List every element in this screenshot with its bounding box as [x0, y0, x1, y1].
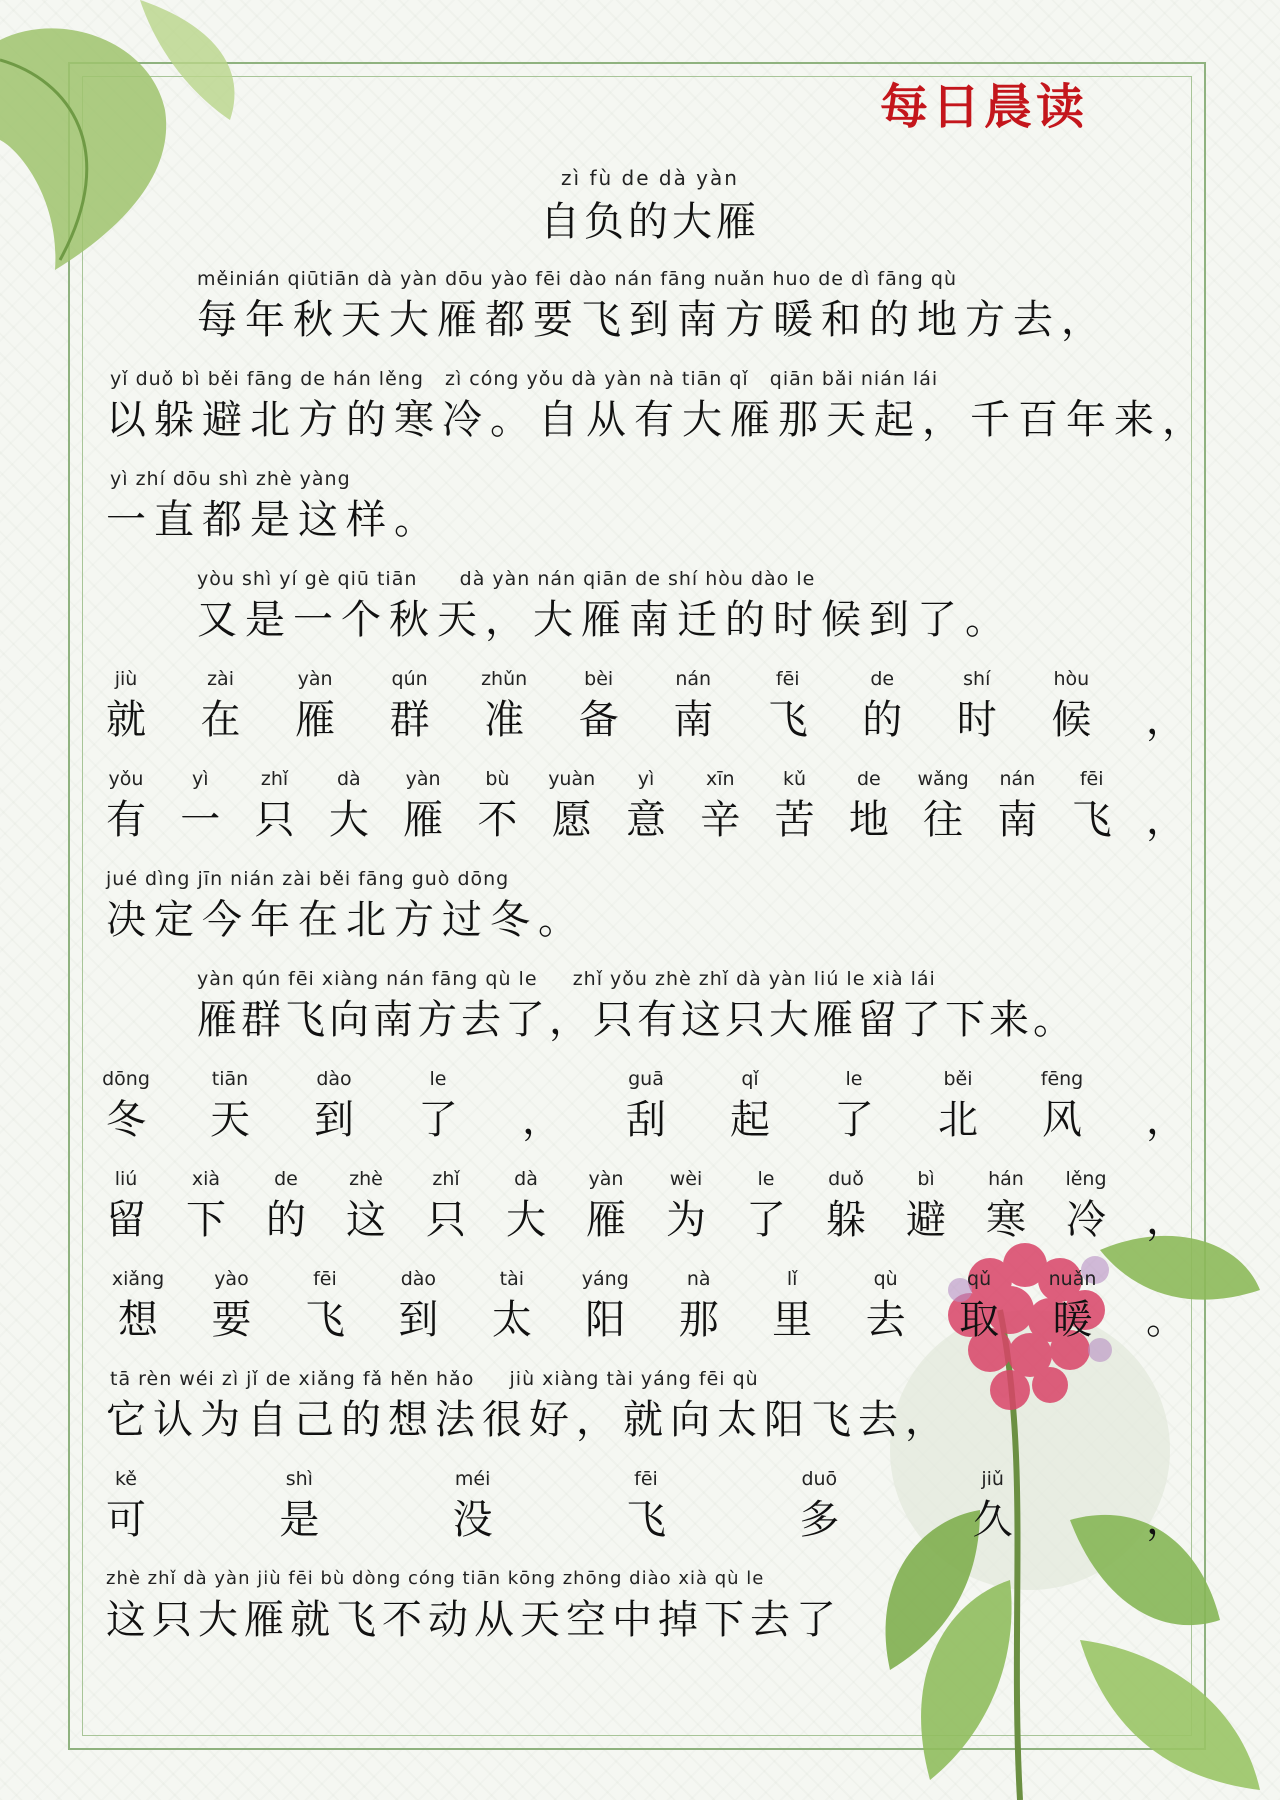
- line-text: [96, 788, 1196, 845]
- hanzi-char: 雁: [403, 797, 444, 843]
- hanzi-char: 想: [118, 1297, 158, 1343]
- hanzi-char: 久: [972, 1497, 1013, 1543]
- hanzi-char: 暖: [1052, 1297, 1093, 1343]
- hanzi-char: 准: [484, 697, 525, 743]
- pinyin-syllable: zhǐ: [432, 1168, 460, 1190]
- pinyin-syllable: jiǔ: [981, 1468, 1004, 1490]
- pinyin-syllable: dào: [400, 1268, 437, 1290]
- pinyin-syllable: wǎng: [917, 768, 969, 790]
- pinyin-syllable: yǒu: [108, 768, 144, 790]
- line-text: 一直都是这样。: [106, 497, 442, 543]
- line-text: [96, 1488, 1196, 1545]
- hanzi-char: 意: [625, 797, 666, 843]
- pinyin-syllable: fēi: [775, 668, 800, 690]
- pinyin-syllable: shí: [963, 668, 991, 690]
- line-text: 这只大雁就飞不动从天空中掉下去了: [106, 1597, 842, 1643]
- line-text: [96, 1188, 1196, 1245]
- line-pinyin: [108, 1268, 1196, 1290]
- hanzi-char: 备: [578, 697, 619, 743]
- hanzi-char: 冬: [106, 1097, 146, 1143]
- hanzi-char: 飞: [767, 697, 808, 743]
- hanzi-char: 下: [186, 1197, 226, 1243]
- pinyin-syllable: le: [429, 1068, 447, 1090]
- pinyin-syllable: duō: [801, 1468, 838, 1490]
- pinyin-syllable: zhǔn: [481, 668, 528, 690]
- line-text: 雁群飞向南方去了，只有这只大雁留了下来。: [197, 997, 1077, 1043]
- pinyin-syllable: yuàn: [548, 768, 596, 790]
- line-pinyin: [96, 1068, 1196, 1090]
- pinyin-syllable: nán: [999, 768, 1036, 790]
- pinyin-syllable: de: [274, 1168, 298, 1190]
- line-pinyin: [96, 768, 1196, 790]
- pinyin-syllable: yào: [214, 1268, 249, 1290]
- hanzi-char: 就: [106, 697, 146, 743]
- hanzi-char: 时: [956, 697, 997, 743]
- hanzi-char: ，: [1145, 797, 1186, 843]
- hanzi-char: 大: [328, 797, 369, 843]
- pinyin-syllable: fēi: [634, 1468, 658, 1490]
- pinyin-syllable: tài: [499, 1268, 524, 1290]
- hanzi-char: 阳: [585, 1297, 626, 1343]
- pinyin-syllable: yáng: [581, 1268, 629, 1290]
- hanzi-char: 北: [938, 1097, 978, 1143]
- pinyin-syllable: yì: [637, 768, 655, 790]
- hanzi-char: 这: [346, 1197, 386, 1243]
- hanzi-char: 刮: [626, 1097, 666, 1143]
- pinyin-syllable: yàn: [405, 768, 441, 790]
- page-title: 自负的大雁: [540, 199, 760, 245]
- pinyin-syllable: zài: [207, 668, 234, 690]
- hanzi-char: 只: [254, 797, 295, 843]
- hanzi-char: 寒: [986, 1197, 1026, 1243]
- pinyin-syllable: xià: [191, 1168, 221, 1190]
- pinyin-syllable: [1136, 1268, 1196, 1290]
- hanzi-char: 没: [452, 1497, 493, 1543]
- line-text: 每年秋天大雁都要飞到南方暖和的地方去，: [197, 297, 1109, 343]
- pinyin-syllable: [1136, 1168, 1196, 1190]
- line-pinyin: yòu shì yí gè qiū tiān dà yàn nán qiān de shí hòu dào le: [197, 568, 816, 590]
- pinyin-syllable: bèi: [584, 668, 614, 690]
- hanzi-char: ，: [522, 1097, 562, 1143]
- line-pinyin: jué dìng jīn nián zài běi fāng guò dōng: [106, 868, 510, 890]
- hanzi-char: 雁: [586, 1197, 626, 1243]
- leaf-decoration-top-left: [0, 0, 260, 300]
- hanzi-char: 群: [389, 697, 430, 743]
- pinyin-syllable: nán: [675, 668, 712, 690]
- pinyin-syllable: kǔ: [783, 768, 807, 790]
- hanzi-char: 躲: [826, 1197, 866, 1243]
- line-pinyin: yàn qún fēi xiàng nán fāng qù le zhǐ yǒu zhè zhǐ dà yàn liú le xià lái: [197, 968, 936, 990]
- pinyin-syllable: duǒ: [828, 1168, 864, 1190]
- pinyin-syllable: liú: [114, 1168, 138, 1190]
- pinyin-syllable: hán: [988, 1168, 1024, 1190]
- pinyin-syllable: [1136, 1068, 1196, 1090]
- pinyin-syllable: dào: [316, 1068, 352, 1090]
- hanzi-char: 是: [279, 1497, 320, 1543]
- hanzi-char: 留: [106, 1197, 146, 1243]
- hanzi-char: 地: [848, 797, 889, 843]
- line-text: 决定今年在北方过冬。: [106, 897, 586, 943]
- pinyin-syllable: jiù: [114, 668, 138, 690]
- hanzi-char: 可: [106, 1497, 146, 1543]
- hanzi-char: 里: [772, 1297, 813, 1343]
- hanzi-char: 飞: [304, 1297, 345, 1343]
- pinyin-syllable: kě: [114, 1468, 137, 1490]
- line-text: 它认为自己的想法很好，就向太阳飞去，: [106, 1397, 952, 1443]
- pinyin-syllable: yì: [192, 768, 209, 790]
- hanzi-char: 太: [491, 1297, 532, 1343]
- hanzi-char: 雁: [295, 697, 336, 743]
- hanzi-char: 了: [834, 1097, 874, 1143]
- hanzi-char: 到: [398, 1297, 439, 1343]
- pinyin-syllable: zhǐ: [260, 768, 289, 790]
- line-pinyin: tā rèn wéi zì jǐ de xiǎng fǎ hěn hǎo jiù xiàng tài yáng fēi qù: [110, 1368, 759, 1390]
- line-text: 又是一个秋天，大雁南迁的时候到了。: [197, 597, 1013, 643]
- pinyin-syllable: yàn: [588, 1168, 624, 1190]
- pinyin-syllable: qǐ: [741, 1068, 759, 1090]
- hanzi-char: ，: [1146, 1197, 1186, 1243]
- hanzi-char: 在: [200, 697, 241, 743]
- hanzi-char: 往: [923, 797, 964, 843]
- line-text: [96, 688, 1196, 745]
- hanzi-char: 到: [314, 1097, 354, 1143]
- line-pinyin: [96, 668, 1196, 690]
- hanzi-char: 多: [799, 1497, 840, 1543]
- hanzi-char: 南: [673, 697, 714, 743]
- hanzi-char: 有: [106, 797, 146, 843]
- hanzi-char: 。: [1145, 1297, 1186, 1343]
- pinyin-syllable: bù: [485, 768, 510, 790]
- pinyin-syllable: le: [845, 1068, 863, 1090]
- pinyin-syllable: fēi: [313, 1268, 337, 1290]
- pinyin-syllable: guā: [628, 1068, 664, 1090]
- hanzi-char: 的: [862, 697, 903, 743]
- pinyin-syllable: lěng: [1065, 1168, 1107, 1190]
- pinyin-syllable: [1136, 768, 1196, 790]
- hanzi-char: 只: [426, 1197, 466, 1243]
- hanzi-char: 南: [997, 797, 1038, 843]
- hanzi-char: 不: [477, 797, 518, 843]
- hanzi-char: 天: [210, 1097, 250, 1143]
- pinyin-syllable: lǐ: [786, 1268, 798, 1290]
- pinyin-syllable: dà: [514, 1168, 538, 1190]
- pinyin-syllable: [512, 1068, 572, 1090]
- line-pinyin: yì zhí dōu shì zhè yàng: [110, 468, 351, 490]
- pinyin-syllable: de: [870, 668, 895, 690]
- hanzi-char: 飞: [625, 1497, 666, 1543]
- header-label: 每日晨读: [880, 79, 1089, 135]
- hanzi-char: 避: [906, 1197, 946, 1243]
- pinyin-syllable: qù: [873, 1268, 898, 1290]
- pinyin-syllable: le: [757, 1168, 775, 1190]
- line-text: [108, 1288, 1196, 1345]
- pinyin-syllable: fēng: [1040, 1068, 1084, 1090]
- pinyin-syllable: qún: [391, 668, 428, 690]
- hanzi-char: 那: [678, 1297, 719, 1343]
- hanzi-char: ，: [1145, 1497, 1186, 1543]
- hanzi-char: 要: [211, 1297, 252, 1343]
- pinyin-syllable: bì: [917, 1168, 935, 1190]
- title-pinyin: zì fù de dà yàn: [561, 166, 739, 190]
- line-pinyin: měinián qiūtiān dà yàn dōu yào fēi dào nán fāng nuǎn huo de dì fāng qù: [197, 268, 957, 290]
- hanzi-char: ，: [1145, 697, 1186, 743]
- hanzi-char: 起: [730, 1097, 770, 1143]
- line-pinyin: [96, 1168, 1196, 1190]
- hanzi-char: 去: [865, 1297, 906, 1343]
- hanzi-char: 冷: [1066, 1197, 1106, 1243]
- pinyin-syllable: qǔ: [967, 1268, 992, 1290]
- pinyin-syllable: nuǎn: [1048, 1268, 1097, 1290]
- hanzi-char: 了: [746, 1197, 786, 1243]
- pinyin-syllable: xiǎng: [111, 1268, 165, 1290]
- pinyin-syllable: de: [856, 768, 881, 790]
- pinyin-syllable: [1136, 668, 1196, 690]
- hanzi-char: 飞: [1071, 797, 1112, 843]
- line-pinyin: zhè zhǐ dà yàn jiù fēi bù dòng cóng tiān kōng zhōng diào xià qù le: [106, 1568, 765, 1589]
- pinyin-syllable: méi: [454, 1468, 491, 1490]
- hanzi-char: 辛: [700, 797, 741, 843]
- pinyin-syllable: nà: [686, 1268, 711, 1290]
- pinyin-syllable: zhè: [349, 1168, 383, 1190]
- pinyin-syllable: yàn: [297, 668, 333, 690]
- line-text: 以躲避北方的寒冷。自从有大雁那天起，千百年来，: [106, 397, 1210, 443]
- hanzi-char: 愿: [551, 797, 592, 843]
- pinyin-syllable: xīn: [705, 768, 735, 790]
- pinyin-syllable: [1136, 1468, 1196, 1490]
- hanzi-char: ，: [1146, 1097, 1186, 1143]
- pinyin-syllable: tiān: [211, 1068, 249, 1090]
- pinyin-syllable: shì: [285, 1468, 313, 1490]
- pinyin-syllable: wèi: [669, 1168, 703, 1190]
- hanzi-char: 取: [959, 1297, 1000, 1343]
- hanzi-char: 苦: [774, 797, 815, 843]
- line-pinyin: [96, 1468, 1196, 1490]
- hanzi-char: 一: [180, 797, 221, 843]
- hanzi-char: 为: [666, 1197, 706, 1243]
- pinyin-syllable: fēi: [1079, 768, 1104, 790]
- pinyin-syllable: dōng: [102, 1068, 150, 1090]
- line-pinyin: yǐ duǒ bì běi fāng de hán lěng zì cóng yǒu dà yàn nà tiān qǐ qiān bǎi nián lái: [110, 368, 939, 390]
- pinyin-syllable: běi: [943, 1068, 973, 1090]
- hanzi-char: 风: [1042, 1097, 1082, 1143]
- hanzi-char: 候: [1051, 697, 1092, 743]
- pinyin-syllable: dà: [336, 768, 361, 790]
- line-text: [96, 1088, 1196, 1145]
- pinyin-syllable: hòu: [1053, 668, 1090, 690]
- hanzi-char: 的: [266, 1197, 306, 1243]
- hanzi-char: 大: [506, 1197, 546, 1243]
- hanzi-char: 了: [418, 1097, 458, 1143]
